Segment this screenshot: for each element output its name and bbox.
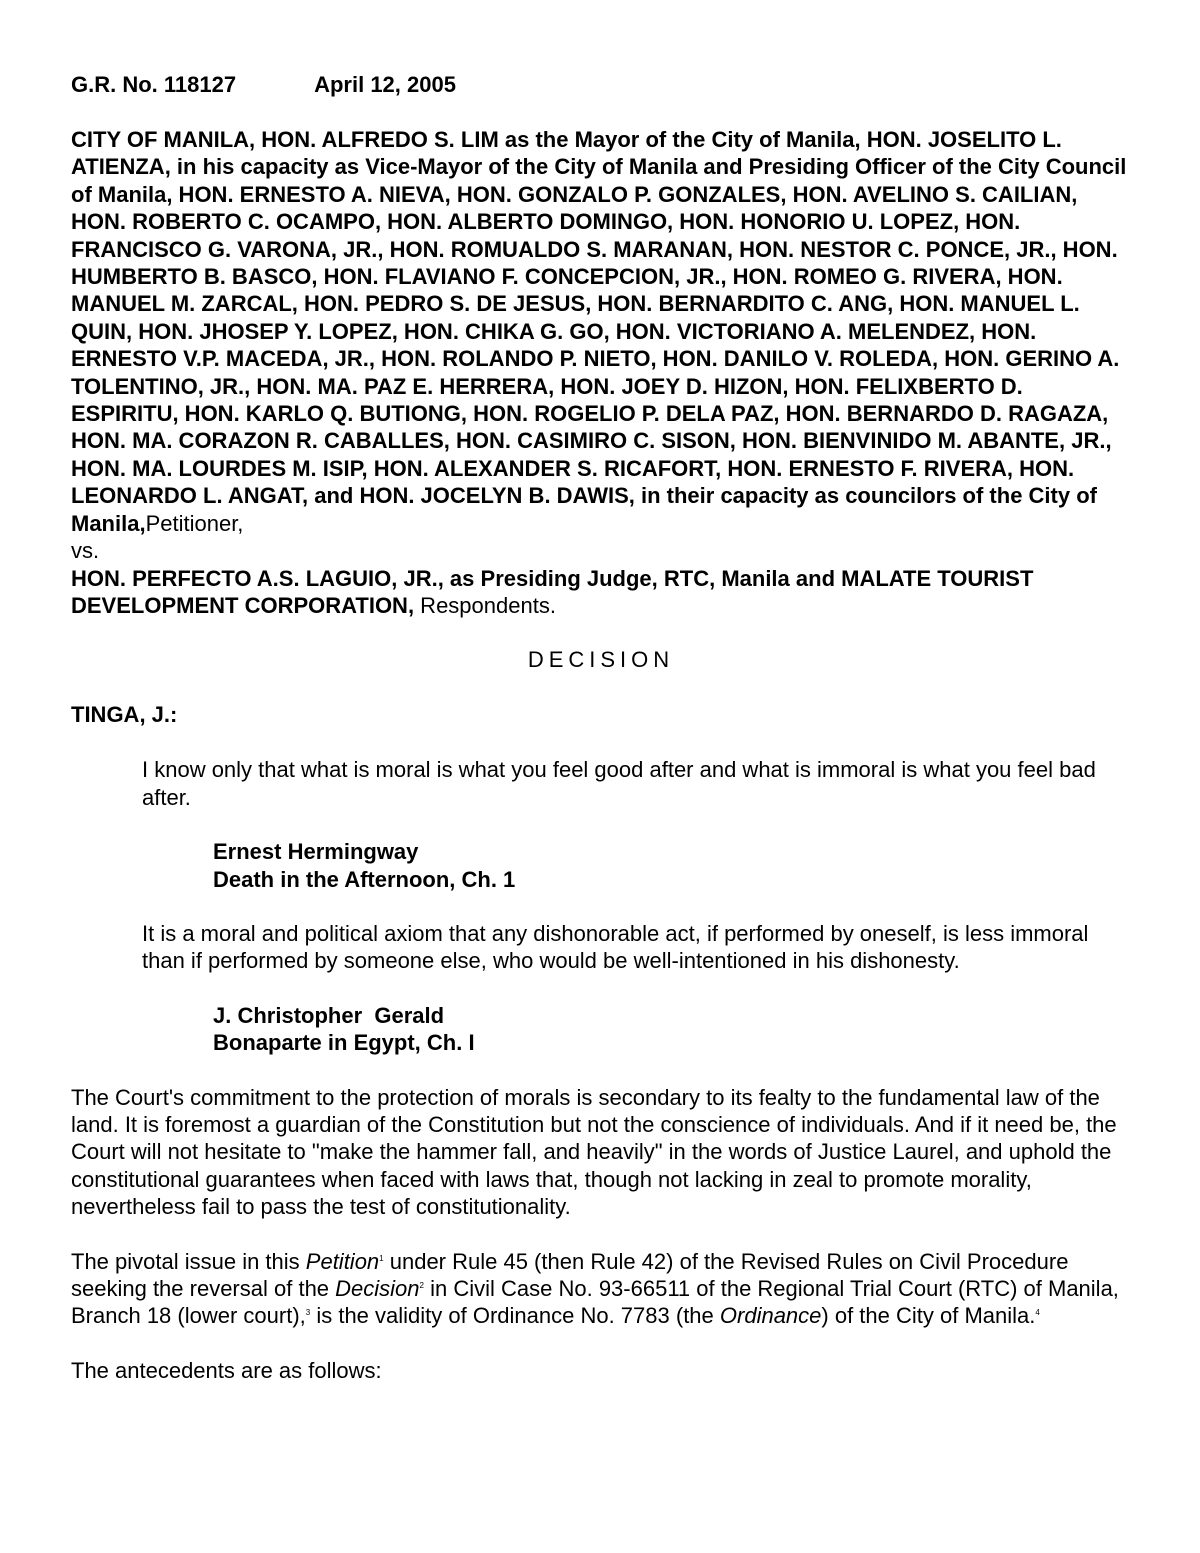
- footnote-ref-3[interactable]: 3: [305, 1308, 311, 1318]
- para2-text-5: ) of the City of Manila.: [821, 1303, 1036, 1329]
- footnote-ref-4[interactable]: 4: [1035, 1308, 1040, 1318]
- para2-text-4: is the validity of Ordinance No. 7783 (the: [310, 1303, 720, 1329]
- case-header: [71, 71, 1131, 99]
- epigraph-author-1: Ernest Hermingway: [213, 839, 419, 865]
- petitioners-list: CITY OF MANILA, HON. ALFREDO S. LIM as the Mayor of the City of Manila, HON. JOSELITO L. ATIENZA, in his capacity as Vice-Mayor of the City of Manila and Presiding Officer of the City Council of Manila, HON. ERNESTO A. NIEVA, HON. GONZALO P. GONZALES, HON. AVELINO S. CAILIAN, HON. ROBERTO C. OCAMPO, HON. ALBERTO DOMINGO, HON. HONORIO U. LOPEZ, HON. FRANCISCO G. VARONA, JR., HON. ROMUALDO S. MARANAN, HON. NESTOR C. PONCE, JR., HON. HUMBERTO B. BASCO, HON. FLAVIANO F. CONCEPCION, JR., HON. ROMEO G. RIVERA, HON. MANUEL M. ZARCAL, HON. PEDRO S. DE JESUS, HON. BERNARDITO C. ANG, HON. MANUEL L. QUIN, HON. JHOSEP Y. LOPEZ, HON. CHIKA G. GO, HON. VICTORIANO A. MELENDEZ, HON. ERNESTO V.P. MACEDA, JR., HON. ROLANDO P. NIETO, HON. DANILO V. ROLEDA, HON. GERINO A. TOLENTINO, JR., HON. MA. PAZ E. HERRERA, HON. JOEY D. HIZON, HON. FELIXBERTO D. ESPIRITU, HON. KARLO Q. BUTIONG, HON. ROGELIO P. DELA PAZ, HON. BERNARDO D. RAGAZA, HON. MA. CORAZON R. CABALLES, HON. CASIMIRO C. SISON, HON. BIENVINIDO M. ABANTE, JR., HON. MA. LOURDES M. ISIP, HON. ALEXANDER S. RICAFORT, HON. ERNESTO F. RIVERA, HON. LEONARDO L. ANGAT, and HON. JOCELYN B. DAWIS, in their capacity as councilors of the City of Manila,: [71, 127, 1127, 536]
- respondent-role: Respondents.: [414, 592, 556, 618]
- petitioner-role: Petitioner,: [145, 510, 244, 536]
- ponente: TINGA, J.:: [71, 702, 178, 728]
- decision-term: Decision: [335, 1276, 420, 1301]
- epigraph-author-2: J. Christopher Gerald: [213, 1002, 445, 1028]
- gr-number: G.R. No. 118127: [71, 72, 237, 97]
- body-paragraph-2: [71, 1248, 1131, 1330]
- decision-date: April 12, 2005: [314, 72, 456, 97]
- decision-caption: DECISION: [527, 647, 675, 673]
- versus-label: vs.: [71, 538, 100, 564]
- epigraph-quote-2: It is a moral and political axiom that any dishonorable act, if performed by oneself, is less immoral than if performed by someone else, who would be well-intentioned in his dishonesty.: [142, 920, 1089, 974]
- epigraph-source-2: Bonaparte in Egypt, Ch. I: [213, 1030, 475, 1056]
- respondents-list: HON. PERFECTO A.S. LAGUIO, JR., as Presiding Judge, RTC, Manila and MALATE TOURIST DEVELOPMENT CORPORATION,: [71, 565, 1034, 618]
- footnote-ref-1[interactable]: 1: [379, 1253, 384, 1263]
- ordinance-term: Ordinance: [719, 1303, 822, 1329]
- body-paragraph-1: The Court's commitment to the protection of morals is secondary to its fealty to the fundamental law of the land. It is foremost a guardian of the Constitution but not the conscience of individuals. And if it need be, the Court will not hesitate to "make the hammer fall, and heavily" in the words of Justice Laurel, and uphold the constitutional guarantees when faced with laws that, though not lacking in zeal to promote morality, nevertheless fail to pass the test of constitutionality.: [71, 1084, 1117, 1220]
- petition-term: Petition: [305, 1248, 380, 1274]
- case-parties: [71, 126, 1131, 619]
- document-page: [71, 71, 1131, 1384]
- epigraph-source-1: Death in the Afternoon, Ch. 1: [213, 866, 516, 892]
- para2-text-2: under Rule 45 (then Rule 42) of the Revised Rules on Civil Procedure seeking the reversal of the: [71, 1248, 1069, 1301]
- epigraph-attribution-2: [213, 1002, 1131, 1057]
- body-paragraph-3: The antecedents are as follows:: [71, 1357, 382, 1383]
- epigraph-quote-1: I know only that what is moral is what you feel good after and what is immoral is what you feel bad after.: [142, 757, 1096, 810]
- para2-text-1: The pivotal issue in this: [71, 1248, 306, 1274]
- para2-text-3: in Civil Case No. 93-66511 of the Regional Trial Court (RTC) of Manila, Branch 18 (lower court),: [71, 1276, 1119, 1329]
- footnote-ref-2[interactable]: 2: [419, 1281, 424, 1290]
- epigraph-attribution-1: [213, 838, 1131, 893]
